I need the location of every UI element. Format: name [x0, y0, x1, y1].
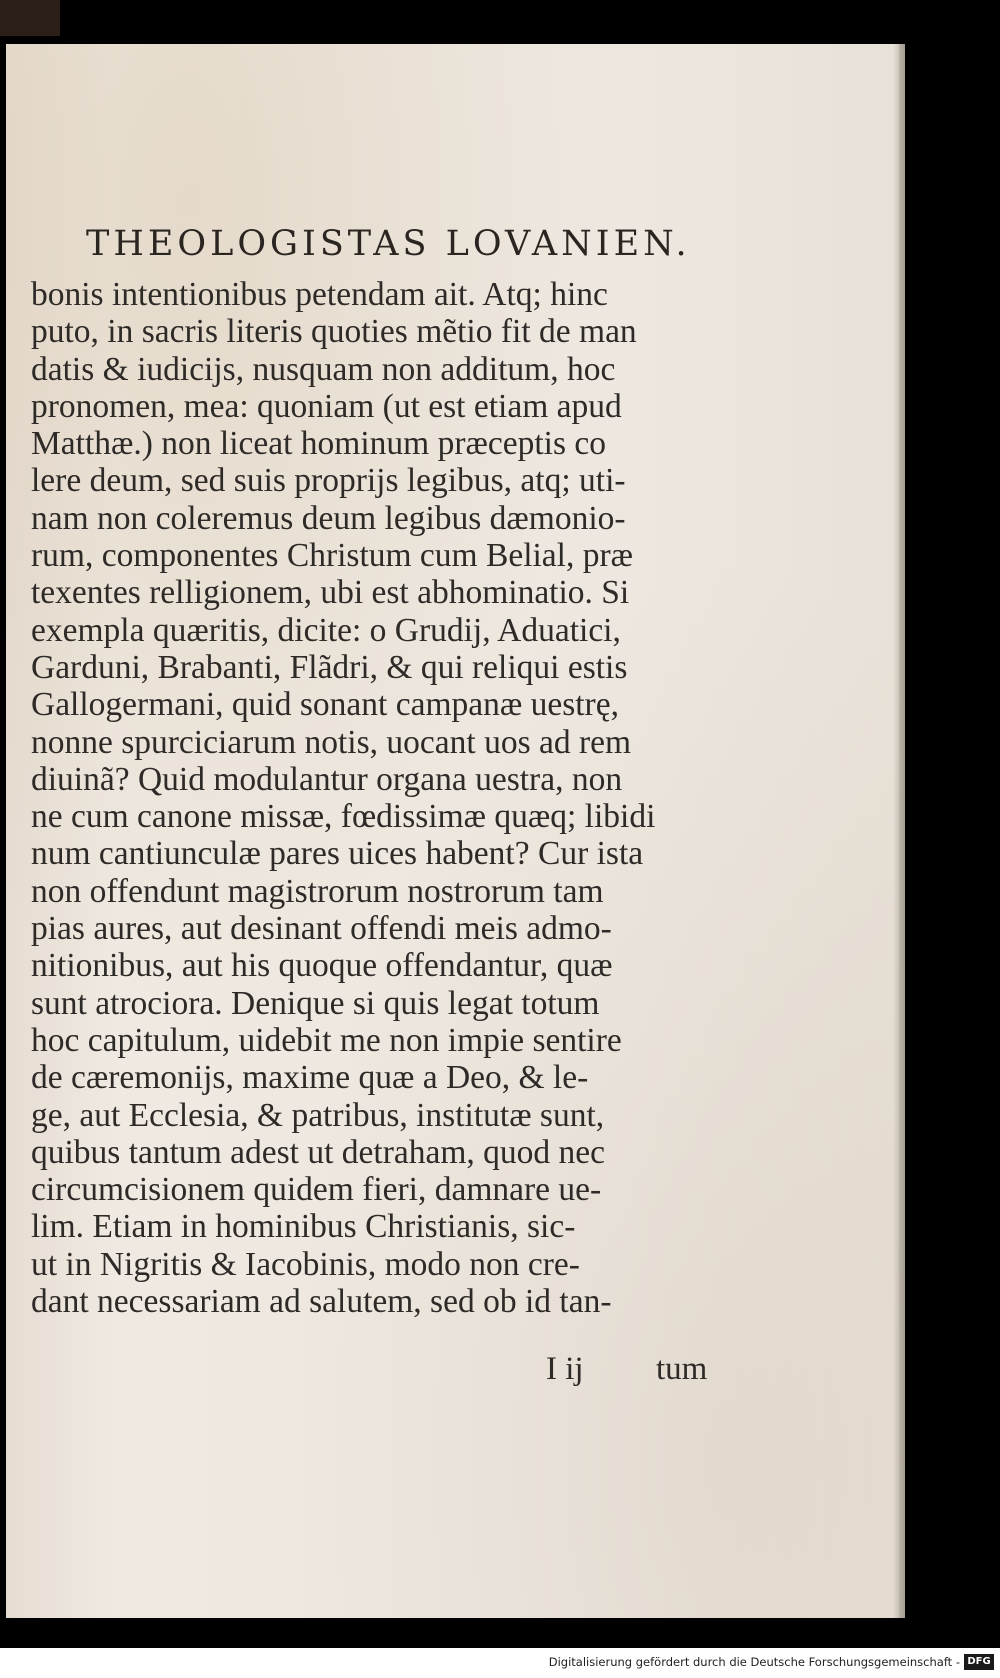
text-line: puto, in sacris literis quoties mẽtio fit de man: [31, 313, 637, 351]
digitization-footer: [0, 1648, 1000, 1678]
text-line: dant necessariam ad salutem, sed ob id tan-: [31, 1283, 612, 1321]
text-line: ut in Nigritis & Iacobinis, modo non cre-: [31, 1245, 580, 1283]
text-line: Garduni, Brabanti, Flãdri, & qui reliqui estis: [31, 648, 628, 686]
text-line: lim. Etiam in hominibus Christianis, sic-: [31, 1208, 576, 1246]
text-line: pronomen, mea: quoniam (ut est etiam apud: [31, 387, 622, 425]
text-line: de cæremonijs, maxime quæ a Deo, & le-: [31, 1059, 589, 1097]
text-line: quibus tantum adest ut detraham, quod nec: [31, 1133, 606, 1171]
text-line: diuinã? Quid modulantur organa uestra, non: [31, 760, 623, 798]
page-edge-shadow: [893, 44, 905, 1618]
body-text: [31, 276, 726, 1320]
text-line: nitionibus, aut his quoque offendantur, quæ: [31, 947, 613, 985]
text-line: ne cum canone missæ, fœdissimæ quæq; libidi: [31, 798, 656, 836]
corner-mark: [0, 0, 60, 36]
text-line: pias aures, aut desinant offendi meis admo-: [31, 910, 612, 948]
text-line: hoc capitulum, uidebit me non impie sentire: [31, 1021, 622, 1059]
text-line: lere deum, sed suis proprijs legibus, atq; uti-: [31, 462, 626, 500]
signature-mark: I ij: [546, 1351, 584, 1387]
text-line: bonis intentionibus petendam ait. Atq; hinc: [31, 276, 608, 313]
text-line: non offendunt magistrorum nostrorum tam: [31, 872, 604, 910]
text-line: ge, aut Ecclesia, & patribus, institutæ sunt,: [31, 1096, 605, 1134]
text-line: Gallogermani, quid sonant campanæ uestrę,: [31, 686, 619, 724]
text-line: datis & iudicijs, nusquam non additum, hoc: [31, 350, 616, 388]
text-line: nam non coleremus deum legibus dæmonio-: [31, 499, 626, 537]
dfg-logo: DFG: [964, 1654, 994, 1670]
text-line: Matthæ.) non liceat hominum præceptis co: [31, 425, 606, 463]
text-line: num cantiunculæ pares uices habent? Cur ista: [31, 835, 644, 873]
footer-credit: Digitalisierung gefördert durch die Deutsche Forschungsgemeinschaft -: [548, 1655, 960, 1669]
text-line: nonne spurciciarum notis, uocant uos ad rem: [31, 723, 632, 761]
catchword: tum: [656, 1351, 708, 1387]
text-line: circumcisionem quidem fieri, damnare ue-: [31, 1171, 602, 1209]
text-line: exempla quæritis, dicite: o Grudij, Aduatici,: [31, 611, 621, 649]
text-line: rum, componentes Christum cum Belial, præ: [31, 537, 633, 575]
text-line: sunt atrociora. Denique si quis legat totum: [31, 984, 600, 1022]
running-head: THEOLOGISTAS LOVANIEN.: [86, 224, 691, 264]
book-page: [6, 44, 905, 1618]
text-line: texentes relligionem, ubi est abhominatio. Si: [31, 574, 630, 612]
